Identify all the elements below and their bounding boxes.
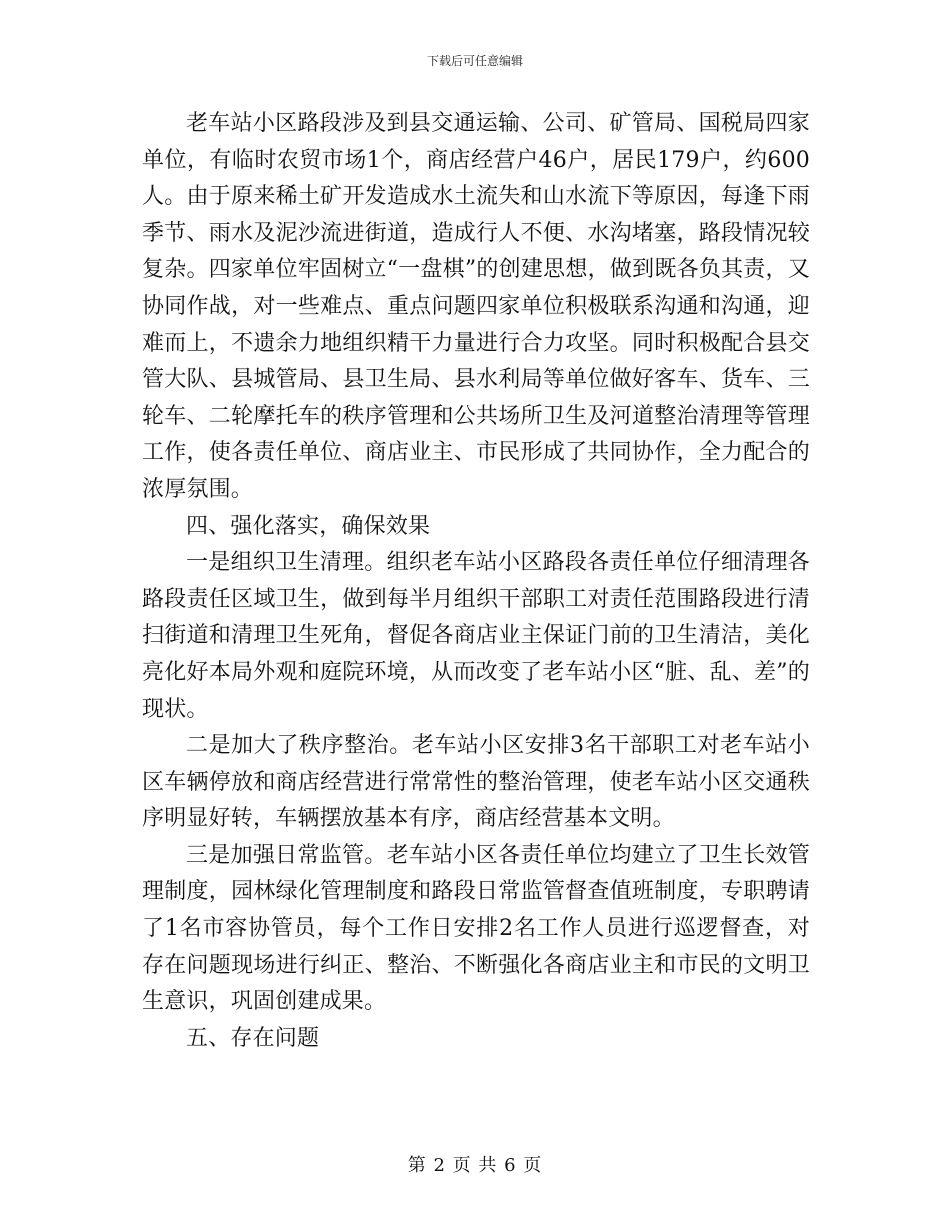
section-heading-5: 五、存在问题 [186, 1025, 320, 1051]
paragraph-overview: 老车站小区路段涉及到县交通运输、公司、矿管局、国税局四家单位，有临时农贸市场1个，商店经营户46户，居民179户，约600人。由于原来稀土矿开发造成水土流失和山水流下等原因，每逢下雨季节、雨水及泥沙流进街道，造成行人不便、水沟堵塞，路段情况较复杂。四家单位牢固树立“一盘棋”的创建思想，做到既各负其责，又协同作战，对一些难点、重点问题四家单位积极联系沟通和沟通，迎难而上，不遗余力地组织精干力量进行合力攻坚。同时积极配合县交管大队、县城管局、县卫生局、县水利局等单位做好客车、货车、三轮车、二轮摩托车的秩序管理和公共场所卫生及河道整治清理等管理工作，使各责任单位、商店业主、市民形成了共同协作，全力配合的浓厚氛围。 [142, 111, 810, 502]
document-body [142, 106, 810, 1057]
paragraph-supervision: 三是加强日常监管。老车站小区各责任单位均建立了卫生长效管理制度，园林绿化管理制度和路段日常监管督查值班制度，专职聘请了1名市容协管员，每个工作日安排2名工作人员进行巡逻督查，对存在问题现场进行纠正、整治、不断强化各商店业主和市民的文明卫生意识，巩固创建成果。 [142, 842, 810, 1015]
paragraph-sanitation: 一是组织卫生清理。组织老车站小区路段各责任单位仔细清理各路段责任区域卫生，做到每半月组织干部职工对责任范围路段进行清扫街道和清理卫生死角，督促各商店业主保证门前的卫生清洁，美化亮化好本局外观和庭院环境，从而改变了老车站小区“脏、乱、差”的现状。 [142, 550, 810, 722]
section-heading-4: 四、强化落实，确保效果 [186, 513, 431, 539]
paragraph-order: 二是加大了秩序整治。老车站小区安排3名干部职工对老车站小区车辆停放和商店经营进行常常性的整治管理，使老车站小区交通秩序明显好转，车辆摆放基本有序，商店经营基本文明。 [142, 733, 810, 832]
page-header-note: 下载后可任意编辑 [426, 54, 523, 68]
page-number: 第 2 页 共 6 页 [407, 1155, 543, 1176]
